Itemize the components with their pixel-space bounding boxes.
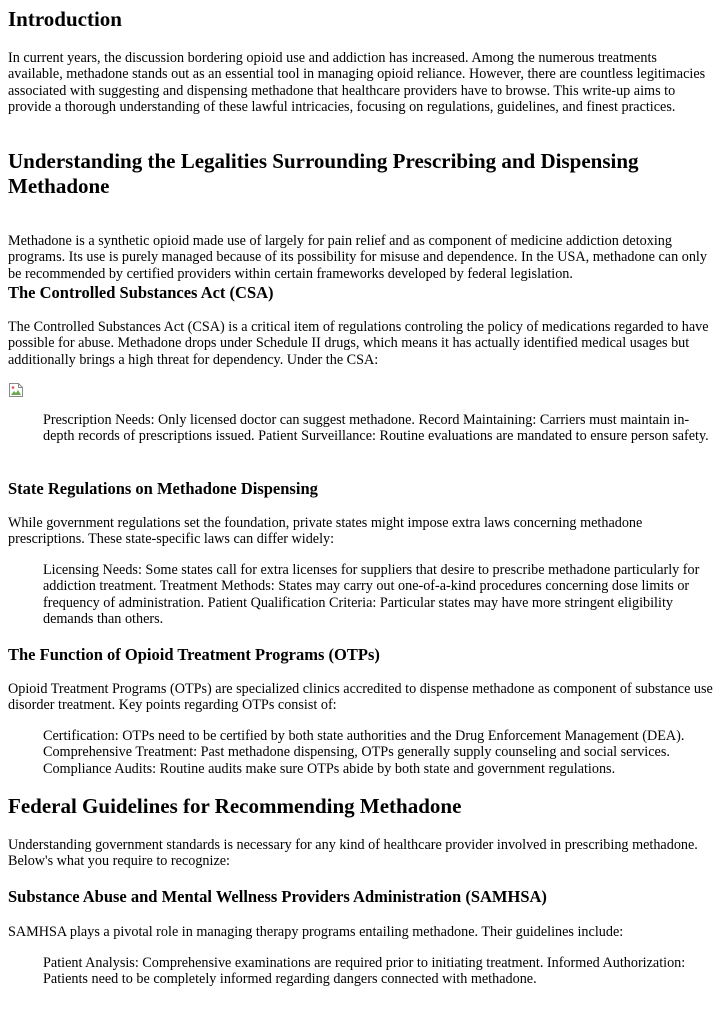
broken-image-icon bbox=[8, 382, 24, 398]
paragraph-legalities: Methadone is a synthetic opioid made use of largely for pain relief and as component of medicine addiction detoxing programs. Its use is purely managed because of its possibility for misuse and dependence. In the USA, methadone can only be recommended by certified providers within certain frameworks developed by federal legislation. bbox=[8, 233, 707, 282]
heading-state-regulations: State Regulations on Methadone Dispensing bbox=[8, 479, 318, 498]
quote-state-requirements: Licensing Needs: Some states call for extra licenses for suppliers that desire to prescribe methadone particularly for addiction treatment. Treatment Methods: States may carry out one-of-a-kind procedures concerning dose limits or frequency of administration. Patient Qualification Criteria: Particular states may have more stringent eligibility demands than others. bbox=[43, 562, 700, 628]
paragraph-state-regulations: While government regulations set the foundation, private states might impose extra laws concerning methadone prescriptions. These state-specific laws can differ widely: bbox=[8, 515, 643, 548]
paragraph-samhsa: SAMHSA plays a pivotal role in managing therapy programs entailing methadone. Their guidelines include: bbox=[8, 924, 624, 940]
quote-samhsa-guidelines: Patient Analysis: Comprehensive examinations are required prior to initiating treatment. Informed Authorization: Patients need to be completely informed regarding dangers connected with methadone. bbox=[43, 955, 686, 988]
paragraph-federal-guidelines: Understanding government standards is necessary for any kind of healthcare provider involved in prescribing methadone. Below's what you require to recognize: bbox=[8, 837, 698, 870]
heading-samhsa: Substance Abuse and Mental Wellness Providers Administration (SAMHSA) bbox=[8, 887, 547, 906]
heading-introduction: Introduction bbox=[8, 7, 122, 31]
paragraph-introduction: In current years, the discussion bordering opioid use and addiction has increased. Among the numerous treatments available, methadone stands out as an essential tool in managing opioid reliance. However, there are countless legitimacies associated with suggesting and dispensing methadone that healthcare providers have to browse. This write-up aims to provide a thorough understanding of these lawful intricacies, focusing on regulations, guidelines, and finest practices. bbox=[8, 50, 706, 116]
paragraph-otp: Opioid Treatment Programs (OTPs) are specialized clinics accredited to dispense methadone as component of substance use disorder treatment. Key points regarding OTPs consist of: bbox=[8, 681, 713, 714]
heading-legalities: Understanding the Legalities Surrounding Prescribing and Dispensing Methadone bbox=[8, 149, 639, 198]
heading-csa: The Controlled Substances Act (CSA) bbox=[8, 283, 274, 302]
quote-otp-points: Certification: OTPs need to be certified by both state authorities and the Drug Enforcement Management (DEA). Comprehensive Treatment: Past methadone dispensing, OTPs generally supply counseling and social services. Compliance Audits: Routine audits make sure OTPs abide by both state and government regulations. bbox=[43, 728, 685, 777]
quote-csa-requirements: Prescription Needs: Only licensed doctor can suggest methadone. Record Maintaining: Carriers must maintain in-depth records of prescriptions issued. Patient Surveillance: Routine evaluations are mandated to ensure person safety. bbox=[43, 412, 709, 445]
paragraph-csa: The Controlled Substances Act (CSA) is a critical item of regulations controling the policy of medications regarded to have possible for abuse. Methadone drops under Schedule II drugs, which means it has actually identified medical usages but additionally brings a high threat for dependency. Under the CSA: bbox=[8, 319, 709, 368]
heading-federal-guidelines: Federal Guidelines for Recommending Methadone bbox=[8, 794, 462, 818]
heading-otp: The Function of Opioid Treatment Programs (OTPs) bbox=[8, 645, 380, 664]
